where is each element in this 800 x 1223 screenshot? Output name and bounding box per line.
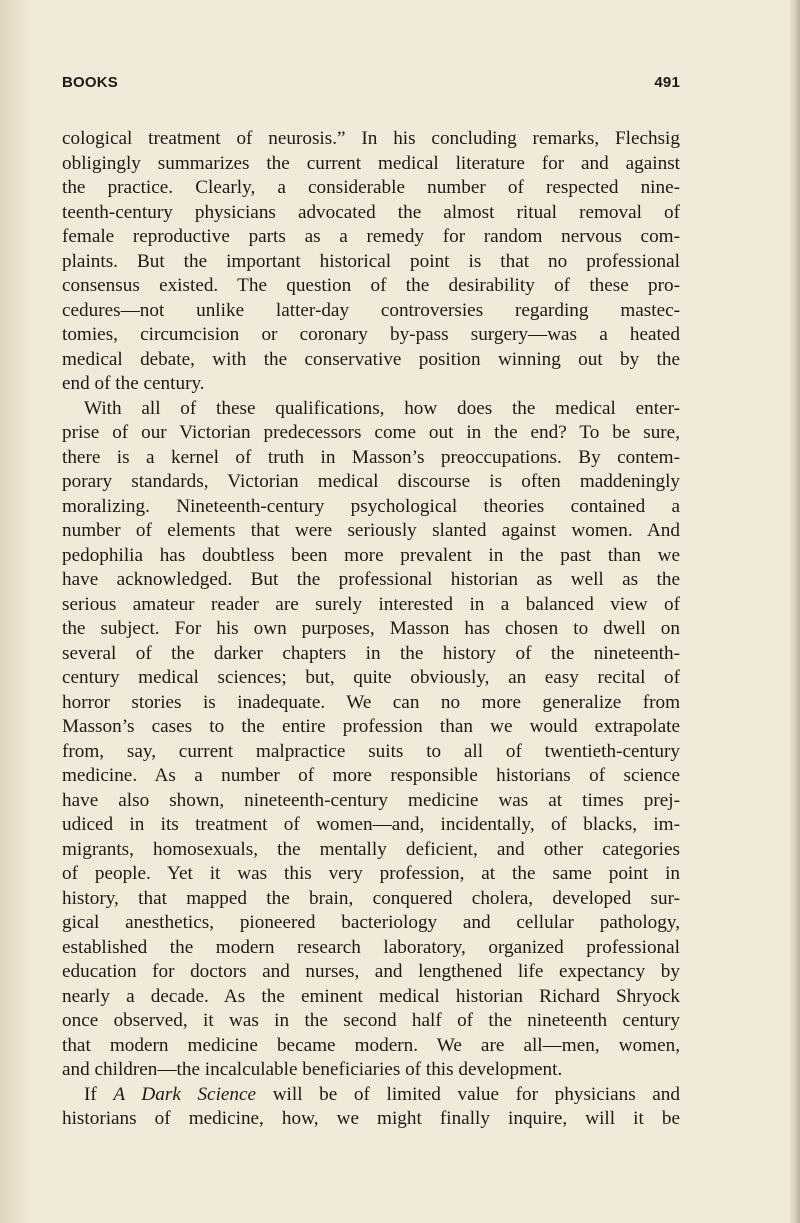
- text-line: the subject. For his own purposes, Masson has chosen to dwell on: [62, 618, 680, 639]
- text-line: udiced in its treatment of women—and, incidentally, of blacks, im-: [62, 814, 680, 835]
- text-line: tomies, circumcision or coronary by-pass surgery—was a heated: [62, 324, 680, 345]
- text-line: medicine. As a number of more responsible historians of science: [62, 765, 680, 786]
- body-text: [62, 127, 680, 1132]
- text-line: obligingly summarizes the current medical literature for and against: [62, 152, 680, 174]
- text-line: serious amateur reader are surely interested in a balanced view of: [62, 593, 680, 615]
- text-line: cological treatment of neurosis.” In his concluding remarks, Flechsig: [62, 128, 680, 149]
- page-edge: [790, 0, 800, 1223]
- text-line: from, say, current malpractice suits to all of twentieth-century: [62, 740, 680, 762]
- text-line: once observed, it was in the second half of the nineteenth century: [62, 1010, 680, 1031]
- text-line: that modern medicine became modern. We are all—men, women,: [62, 1034, 680, 1056]
- text-line: and children—the incalculable beneficiaries of this development.: [62, 1059, 563, 1080]
- text-line: moralizing. Nineteenth-century psychological theories contained a: [62, 495, 680, 517]
- text-line: established the modern research laboratory, organized professional: [62, 936, 680, 958]
- text-line: Masson’s cases to the entire profession than we would extrapolate: [62, 716, 680, 737]
- text-line: the practice. Clearly, a considerable number of respected nine-: [62, 177, 680, 198]
- text-line: gical anesthetics, pioneered bacteriology and cellular pathology,: [62, 912, 680, 933]
- text-line: plaints. But the important historical point is that no professional: [62, 250, 680, 272]
- text-line: education for doctors and nurses, and lengthened life expectancy by: [62, 961, 680, 982]
- text-line: cedures—not unlike latter-day controversies regarding mastec-: [62, 299, 680, 321]
- text-line: female reproductive parts as a remedy for random nervous com-: [62, 226, 680, 247]
- line-rest: will be of limited value for physicians and: [256, 1083, 680, 1105]
- text-line: end of the century.: [62, 373, 205, 394]
- text-line: number of elements that were seriously slanted against women. And: [62, 520, 680, 541]
- text-line: prise of our Victorian predecessors come out in the end? To be sure,: [62, 422, 680, 443]
- text-line: horror stories is inadequate. We can no more generalize from: [62, 691, 680, 713]
- text-line: medical debate, with the conservative position winning out by the: [62, 348, 680, 370]
- text-line: nearly a decade. As the eminent medical historian Richard Shryock: [62, 985, 680, 1007]
- text-line: [62, 1083, 680, 1108]
- text-line: there is a kernel of truth in Masson’s preoccupations. By contem-: [62, 446, 680, 468]
- text-line: porary standards, Victorian medical discourse is often maddeningly: [62, 471, 680, 492]
- text-line: have also shown, nineteenth-century medicine was at times prej-: [62, 789, 680, 811]
- text-line: migrants, homosexuals, the mentally deficient, and other categories: [62, 838, 680, 860]
- page-number: 491: [654, 74, 680, 91]
- running-head: [62, 74, 680, 94]
- line-prefix: If: [84, 1083, 114, 1105]
- text-line: With all of these qualifications, how does the medical enter-: [84, 397, 680, 419]
- text-line: pedophilia has doubtless been more prevalent in the past than we: [62, 544, 680, 566]
- text-line: history, that mapped the brain, conquered cholera, developed sur-: [62, 887, 680, 909]
- book-title: A Dark Science: [113, 1083, 257, 1105]
- text-line: several of the darker chapters in the history of the nineteenth-: [62, 642, 680, 664]
- text-line: consensus existed. The question of the desirability of these pro-: [62, 275, 680, 296]
- text-line: century medical sciences; but, quite obviously, an easy recital of: [62, 667, 680, 688]
- text-line: teenth-century physicians advocated the almost ritual removal of: [62, 201, 680, 223]
- text-line: historians of medicine, how, we might finally inquire, will it be: [62, 1108, 680, 1129]
- text-line: of people. Yet it was this very profession, at the same point in: [62, 863, 680, 884]
- text-line: have acknowledged. But the professional historian as well as the: [62, 569, 680, 590]
- section-title: BOOKS: [62, 74, 119, 91]
